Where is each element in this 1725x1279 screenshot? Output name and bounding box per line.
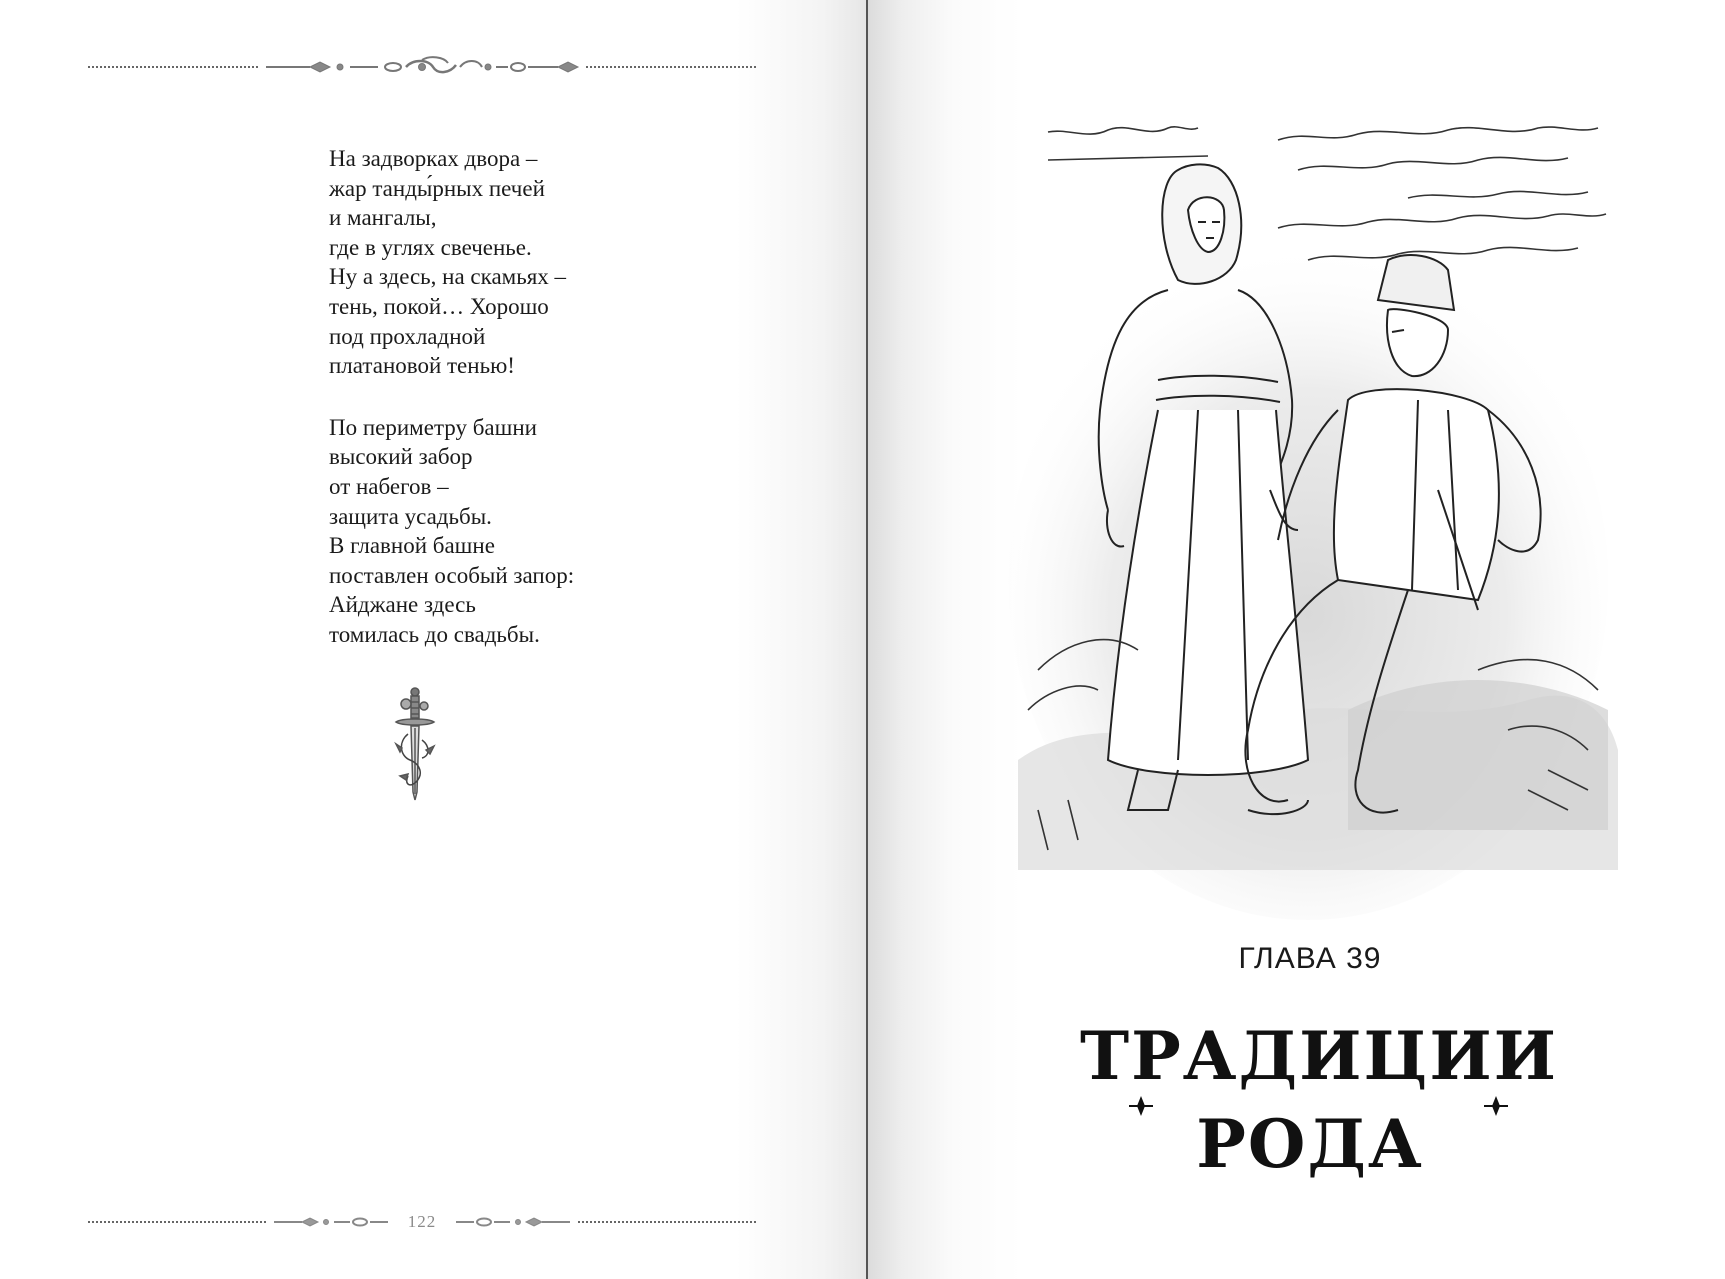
poem-line: Айджане здесь: [329, 592, 476, 618]
chapter-title-line-2: РОДА: [1196, 1105, 1424, 1183]
poem-line: В главной башне: [329, 533, 495, 559]
chapter-label: ГЛАВА 39: [1238, 942, 1382, 975]
handwritten-notes: [1048, 127, 1606, 260]
poem-line: от набегов –: [329, 473, 449, 499]
flourish-ornament-icon: [88, 55, 756, 79]
poem-stanza-1: [329, 144, 749, 381]
poem-line: поставлен особый запор:: [329, 562, 575, 588]
poem-line: где в углях свеченье.: [329, 234, 532, 260]
diamond-star-icon: [1127, 1092, 1155, 1120]
diamond-star-icon: [1482, 1092, 1510, 1120]
poem-line: По периметру башни: [329, 414, 537, 440]
page-number: 122: [407, 1212, 437, 1231]
poem-line: жар танды́рных печей: [329, 175, 545, 201]
poem-line: тень, покой… Хорошо: [329, 293, 549, 319]
poem-line: под прохладной: [329, 323, 486, 349]
dagger-with-rose-icon: [390, 684, 440, 804]
chapter-title-line-1: ТРАДИЦИИ: [1080, 1017, 1559, 1095]
poem-line: высокий забор: [329, 444, 473, 470]
poem-line: и мангалы,: [329, 205, 437, 231]
chapter-illustration: [1008, 110, 1620, 930]
poem-line: защита усадьбы.: [329, 503, 492, 529]
poem-line: На задворках двора –: [329, 146, 538, 171]
poem-stanza-2: [329, 413, 749, 650]
top-ornament: [88, 55, 756, 79]
poem-line: Ну а здесь, на скамьях –: [329, 264, 567, 290]
poem: [329, 144, 749, 682]
poem-line: платановой тенью!: [329, 353, 515, 379]
poem-line: томилась до свадьбы.: [329, 621, 540, 647]
bottom-ornament: [88, 1210, 756, 1234]
